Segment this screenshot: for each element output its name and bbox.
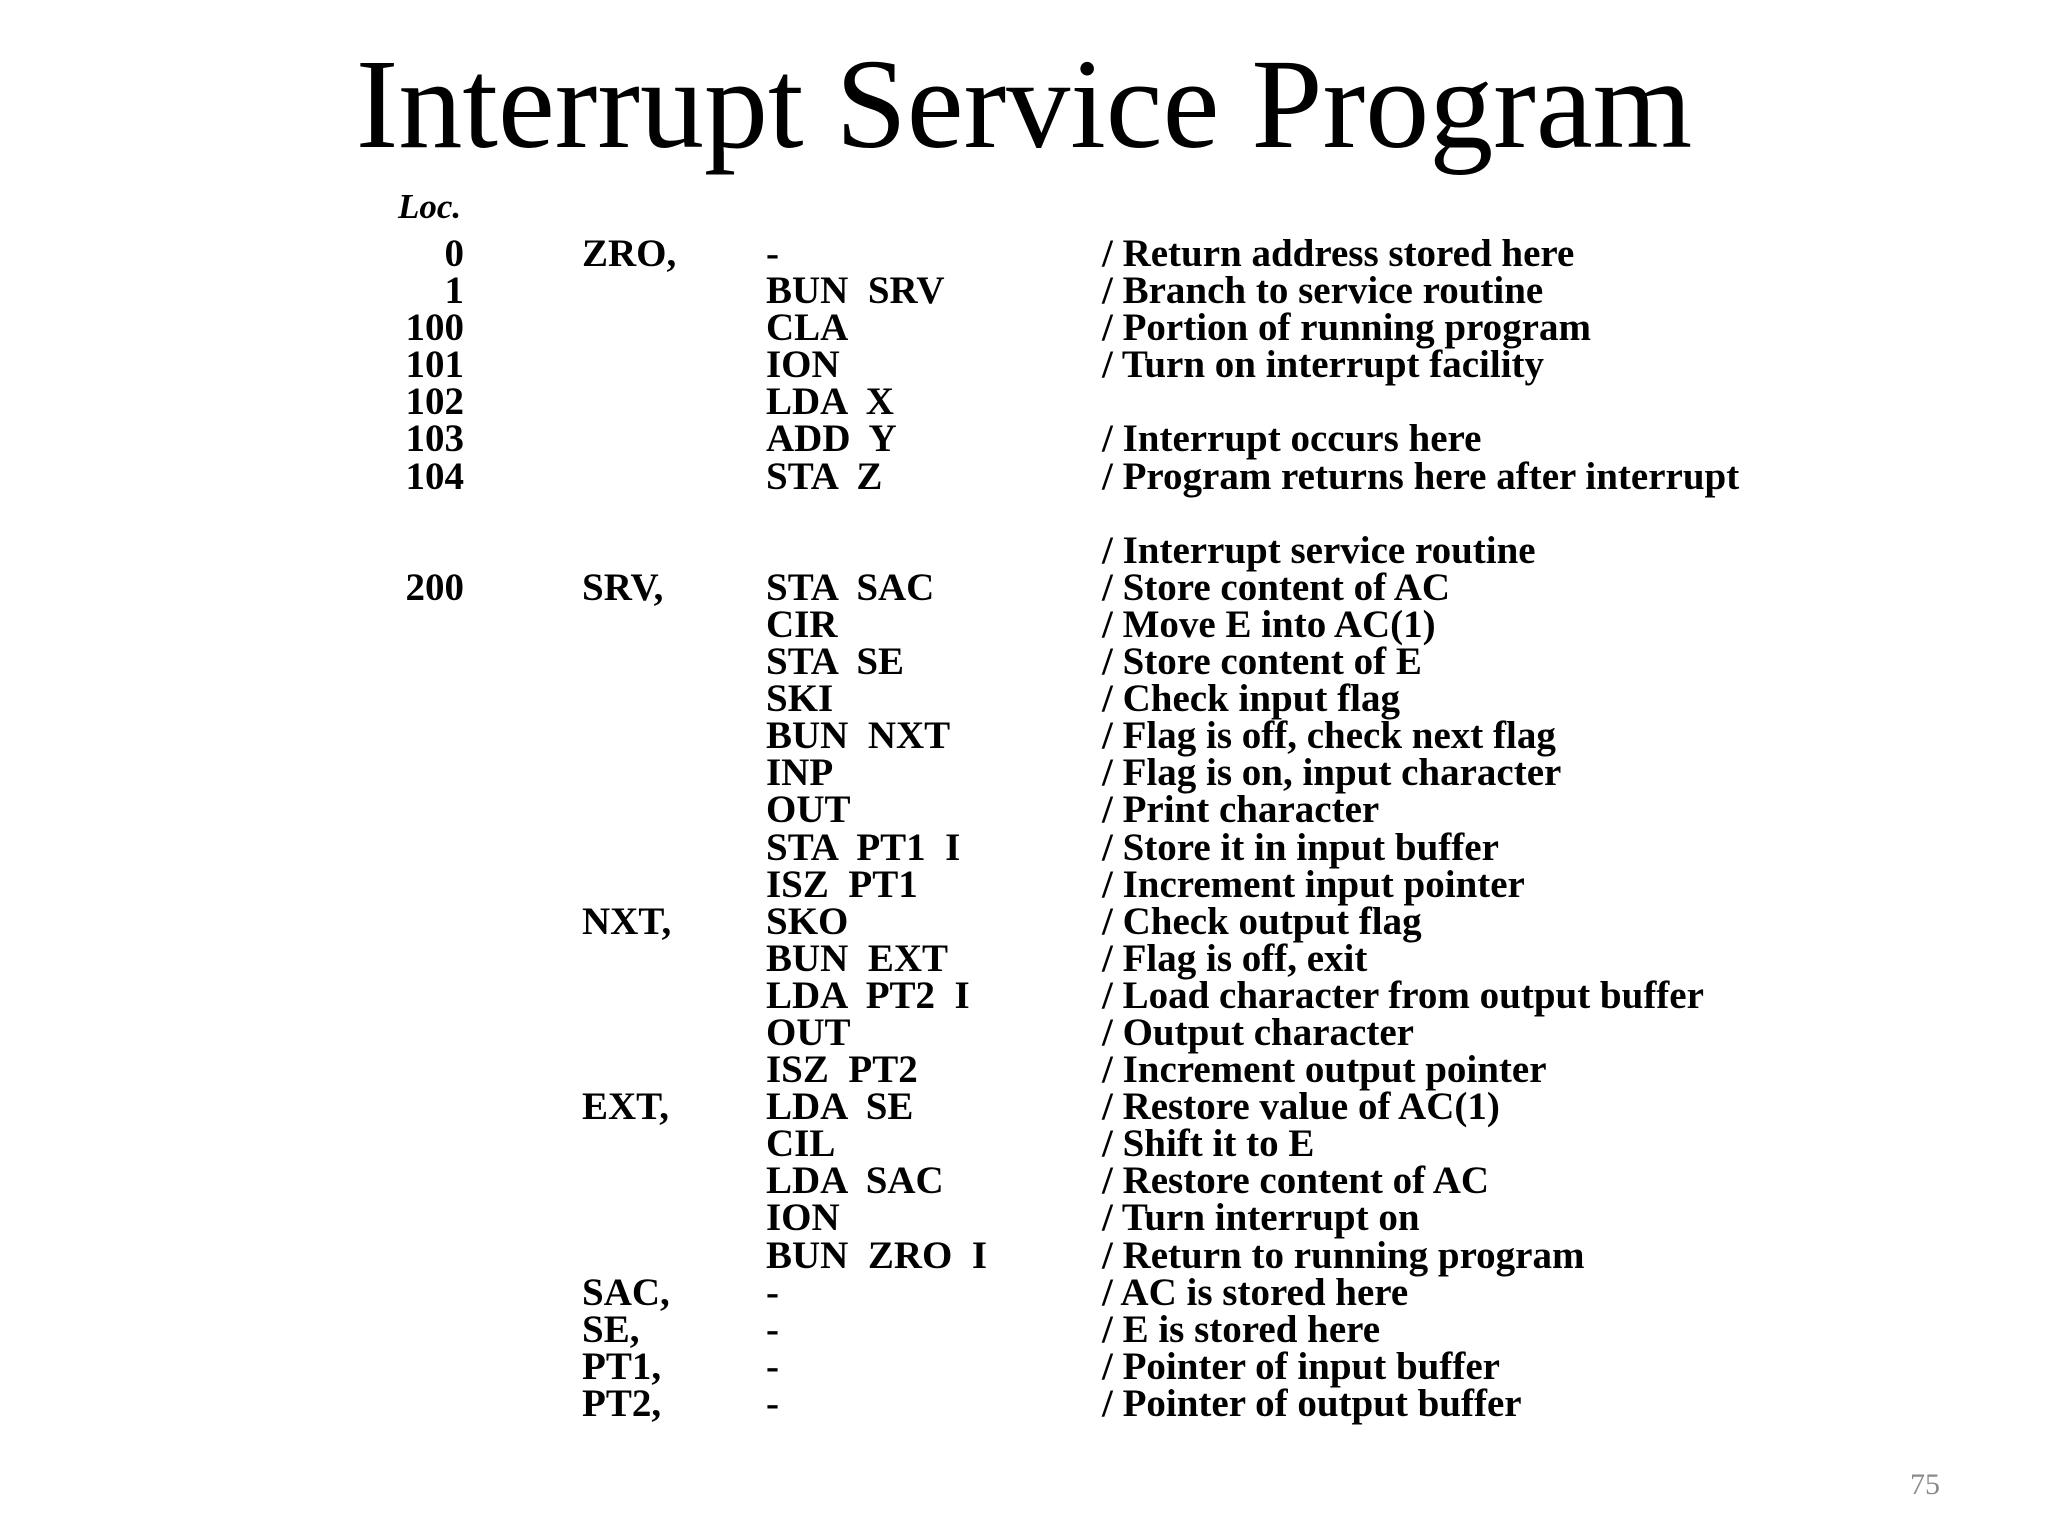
instruction-cell: CLA: [766, 306, 849, 350]
listing-row: [0, 1159, 2048, 1203]
program-listing: [0, 232, 2048, 1425]
listing-row: [0, 899, 2048, 943]
comment-cell: / Store content of AC: [1102, 565, 1451, 609]
instruction-cell: -: [766, 1381, 779, 1425]
listing-row: [0, 232, 2048, 275]
comment-cell: / Program returns here after interrupt: [1102, 454, 1740, 498]
listing-row: [0, 454, 2048, 498]
listing-row: [0, 1010, 2048, 1054]
instruction-cell: CIR: [766, 602, 838, 646]
listing-row: [0, 269, 2048, 313]
loc-column-heading: Loc.: [398, 187, 462, 226]
comment-cell: / Pointer of input buffer: [1102, 1344, 1500, 1388]
instruction-cell: LDA SE: [766, 1085, 914, 1129]
comment-cell: / Store it in input buffer: [1102, 825, 1499, 869]
listing-row: [0, 1085, 2048, 1129]
listing-row: [0, 1270, 2048, 1314]
location-cell: 1: [444, 269, 464, 313]
instruction-cell: ION: [766, 343, 840, 387]
instruction-cell: BUN SRV: [766, 269, 945, 313]
location-cell: 102: [405, 380, 464, 424]
label-cell: PT2,: [582, 1381, 662, 1425]
listing-row: [0, 380, 2048, 424]
comment-cell: / Flag is on, input character: [1102, 751, 1562, 795]
location-cell: 103: [405, 417, 464, 461]
comment-cell: / AC is stored here: [1102, 1270, 1409, 1314]
instruction-cell: -: [766, 1344, 779, 1388]
listing-row: [0, 602, 2048, 646]
instruction-cell: -: [766, 1270, 779, 1314]
listing-row: [0, 751, 2048, 795]
page-number: 75: [1910, 1468, 1940, 1501]
comment-cell: / Return address stored here: [1102, 232, 1575, 275]
comment-cell: / Print character: [1102, 788, 1380, 832]
comment-cell: / Increment output pointer: [1102, 1048, 1547, 1092]
comment-cell: / Shift it to E: [1102, 1122, 1315, 1166]
instruction-cell: OUT: [766, 788, 851, 832]
listing-row: [0, 1344, 2048, 1388]
instruction-cell: -: [766, 232, 779, 275]
comment-cell: / Turn interrupt on: [1102, 1196, 1420, 1240]
instruction-cell: INP: [766, 751, 834, 795]
listing-row: [0, 1196, 2048, 1240]
comment-cell: / Flag is off, check next flag: [1102, 714, 1556, 758]
comment-cell: / Turn on interrupt facility: [1102, 343, 1545, 387]
instruction-cell: CIL: [766, 1122, 836, 1166]
instruction-cell: STA PT1 I: [766, 825, 961, 869]
instruction-cell: ISZ PT2: [766, 1048, 918, 1092]
instruction-cell: BUN NXT: [766, 714, 951, 758]
instruction-cell: LDA SAC: [766, 1159, 944, 1203]
listing-row: [0, 1048, 2048, 1092]
instruction-cell: -: [766, 1307, 779, 1351]
listing-row: [0, 936, 2048, 980]
label-cell: SRV,: [582, 565, 664, 609]
label-cell: SAC,: [582, 1270, 670, 1314]
comment-cell: / Load character from output buffer: [1102, 973, 1704, 1017]
listing-row: [0, 495, 2048, 532]
label-cell: EXT,: [582, 1085, 670, 1129]
instruction-cell: LDA PT2 I: [766, 973, 970, 1017]
comment-cell: / Return to running program: [1102, 1233, 1585, 1277]
comment-cell: / Check output flag: [1102, 899, 1422, 943]
comment-cell: / Increment input pointer: [1102, 862, 1525, 906]
instruction-cell: SKI: [766, 677, 834, 721]
listing-row: [0, 677, 2048, 721]
comment-cell: / Output character: [1102, 1010, 1414, 1054]
instruction-cell: ADD Y: [766, 417, 897, 461]
comment-cell: / Interrupt service routine: [1102, 528, 1536, 572]
comment-cell: / Restore value of AC(1): [1102, 1085, 1500, 1129]
label-cell: PT1,: [582, 1344, 662, 1388]
instruction-cell: ION: [766, 1196, 840, 1240]
instruction-cell: OUT: [766, 1010, 851, 1054]
listing-row: [0, 640, 2048, 684]
comment-cell: / Interrupt occurs here: [1102, 417, 1482, 461]
location-cell: 100: [405, 306, 464, 350]
comment-cell: / Store content of E: [1102, 640, 1422, 684]
instruction-cell: BUN ZRO I: [766, 1233, 988, 1277]
listing-row: [0, 1122, 2048, 1166]
comment-cell: / E is stored here: [1102, 1307, 1381, 1351]
listing-row: [0, 825, 2048, 869]
listing-row: [0, 862, 2048, 906]
comment-cell: / Portion of running program: [1102, 306, 1591, 350]
instruction-cell: BUN EXT: [766, 936, 949, 980]
instruction-cell: STA SAC: [766, 565, 935, 609]
location-cell: 200: [405, 565, 464, 609]
instruction-cell: STA SE: [766, 640, 905, 684]
listing-row: [0, 714, 2048, 758]
label-cell: ZRO,: [582, 232, 677, 275]
location-cell: 101: [405, 343, 464, 387]
instruction-cell: SKO: [766, 899, 849, 943]
comment-cell: / Restore content of AC: [1102, 1159, 1490, 1203]
slide-title: Interrupt Service Program: [355, 33, 1693, 175]
listing-row: [0, 306, 2048, 350]
label-cell: NXT,: [582, 899, 672, 943]
comment-cell: / Flag is off, exit: [1102, 936, 1368, 980]
listing-row: [0, 417, 2048, 461]
listing-row: [0, 565, 2048, 609]
instruction-cell: STA Z: [766, 454, 883, 498]
listing-row: [0, 788, 2048, 832]
location-cell: 104: [405, 454, 464, 498]
listing-row: [0, 1307, 2048, 1351]
listing-row: [0, 1233, 2048, 1277]
comment-cell: / Branch to service routine: [1102, 269, 1544, 313]
instruction-cell: LDA X: [766, 380, 894, 424]
label-cell: SE,: [582, 1307, 640, 1351]
listing-row: [0, 528, 2048, 572]
listing-row: [0, 973, 2048, 1017]
comment-cell: / Pointer of output buffer: [1102, 1381, 1522, 1425]
comment-cell: / Check input flag: [1102, 677, 1400, 721]
location-cell: 0: [444, 232, 464, 275]
comment-cell: / Move E into AC(1): [1102, 602, 1436, 646]
instruction-cell: ISZ PT1: [766, 862, 918, 906]
listing-row: [0, 343, 2048, 387]
listing-row: [0, 1381, 2048, 1425]
